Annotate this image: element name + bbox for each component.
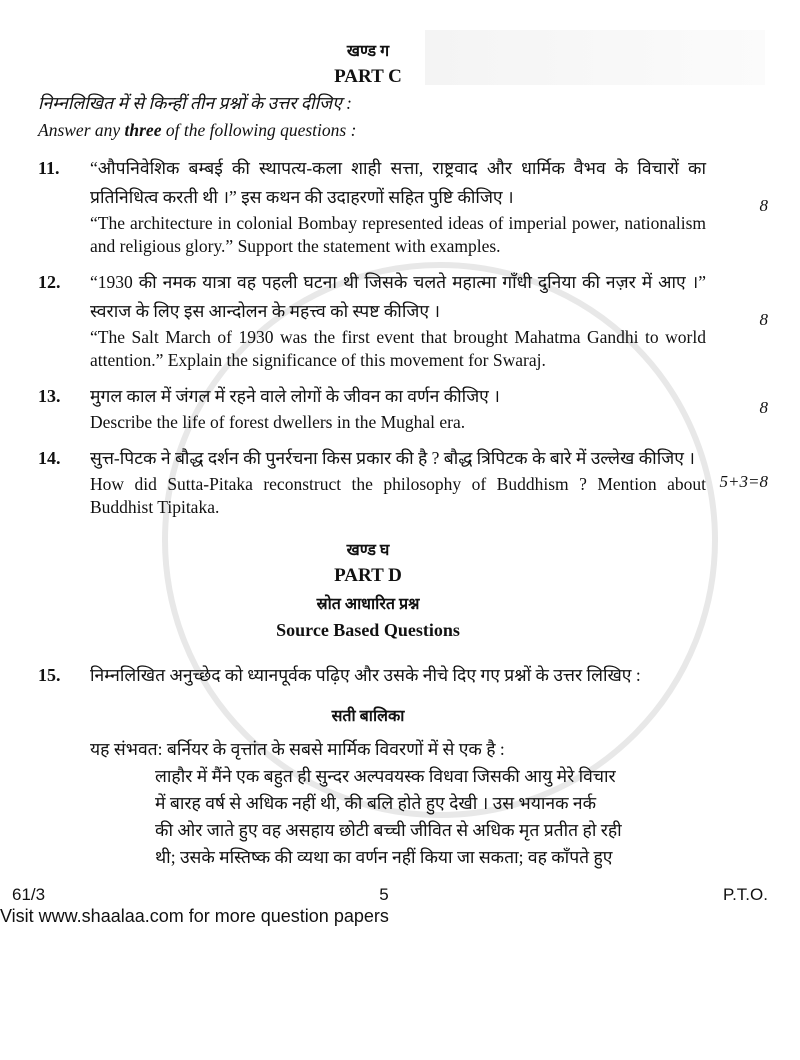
question-text-english: How did Sutta-Pitaka reconstruct the philosophy of Buddhism ? Mention about Buddhist Tipitaka.	[90, 474, 706, 517]
question-13	[38, 382, 768, 434]
instruction-english: Answer any three of the following questions :	[38, 120, 357, 140]
part-c-heading: PART C	[334, 66, 402, 87]
visit-note: Visit www.shaalaa.com for more question papers	[0, 906, 389, 926]
part-d-heading: PART D	[334, 565, 402, 586]
source-based-heading-hindi: स्रोत आधारित प्रश्न	[316, 596, 420, 613]
instruction-hindi: निम्नलिखित में से किन्हीं तीन प्रश्नों के उत्तर दीजिए :	[38, 93, 352, 113]
question-text-hindi: सुत्त-पिटक ने बौद्ध दर्शन की पुनर्रचना किस प्रकार की है ? बौद्ध त्रिपिटक के बारे में उल्लेख कीजिए ।	[90, 448, 695, 468]
part-d-heading-hindi: खण्ड घ	[346, 542, 390, 559]
passage-line: लाहौर में मैंने एक बहुत ही सुन्दर अल्पवयस्क विधवा जिसकी आयु मेरे विचार	[155, 766, 616, 786]
question-15-instruction: निम्नलिखित अनुच्छेद को ध्यानपूर्वक पढ़िए और उसके नीचे दिए गए प्रश्नों के उत्तर लिखिए :	[90, 665, 641, 685]
paper-code: 61/3	[12, 885, 46, 904]
question-number: 11.	[38, 158, 60, 178]
question-text-hindi: “औपनिवेशिक बम्बई की स्थापत्य-कला शाही सत्ता, राष्ट्रवाद और धार्मिक वैभव के विचारों का प्रतिनिधित्व करती थी ।” इस कथन की उदाहरणों सहित पुष्टि कीजिए ।	[90, 158, 706, 207]
question-number: 13.	[38, 386, 61, 406]
source-intro: यह संभवत: बर्नियर के वृत्तांत के सबसे मार्मिक विवरणों में से एक है :	[90, 739, 505, 759]
question-14	[38, 444, 768, 519]
question-15	[38, 661, 768, 689]
question-marks: 8	[759, 398, 768, 417]
question-text-hindi: “1930 की नमक यात्रा वह पहली घटना थी जिसके चलते महात्मा गाँधी दुनिया की नज़र में आए ।” स्वराज के लिए इस आन्दोलन के महत्त्व को स्पष्ट कीजिए ।	[90, 272, 706, 321]
question-number: 14.	[38, 448, 61, 468]
passage-line: थी; उसके मस्तिष्क की व्यथा का वर्णन नहीं किया जा सकता; वह काँपते हुए	[155, 847, 613, 867]
question-marks: 5+3=8	[719, 471, 768, 491]
passage-line: में बारह वर्ष से अधिक नहीं थी, की बलि होते हुए देखी । उस भयानक नर्क	[155, 793, 597, 813]
passage-line: की ओर जाते हुए वह असहाय छोटी बच्ची जीवित से अधिक मृत प्रतीत हो रही	[155, 820, 622, 840]
question-marks: 8	[759, 196, 768, 215]
question-11	[38, 154, 768, 258]
footer	[6, 885, 768, 905]
question-text-english: “The Salt March of 1930 was the first event that brought Mahatma Gandhi to world attention.” Explain the significance of this movement for Swaraj.	[90, 327, 706, 370]
question-number: 15.	[38, 665, 61, 685]
question-12	[38, 268, 768, 372]
question-number: 12.	[38, 272, 61, 292]
part-c-heading-hindi: खण्ड ग	[346, 43, 390, 60]
question-text-english: Describe the life of forest dwellers in the Mughal era.	[90, 412, 466, 432]
page-number: 5	[379, 885, 389, 904]
source-based-heading: Source Based Questions	[276, 620, 460, 640]
pto-label: P.T.O.	[722, 885, 768, 904]
source-title: सती बालिका	[331, 708, 405, 725]
question-text-english: “The architecture in colonial Bombay represented ideas of imperial power, nationalism and religious glory.” Support the statement with examples.	[90, 213, 706, 256]
question-text-hindi: मुगल काल में जंगल में रहने वाले लोगों के जीवन का वर्णन कीजिए ।	[90, 386, 500, 406]
source-passage	[155, 763, 718, 871]
question-marks: 8	[759, 310, 768, 329]
